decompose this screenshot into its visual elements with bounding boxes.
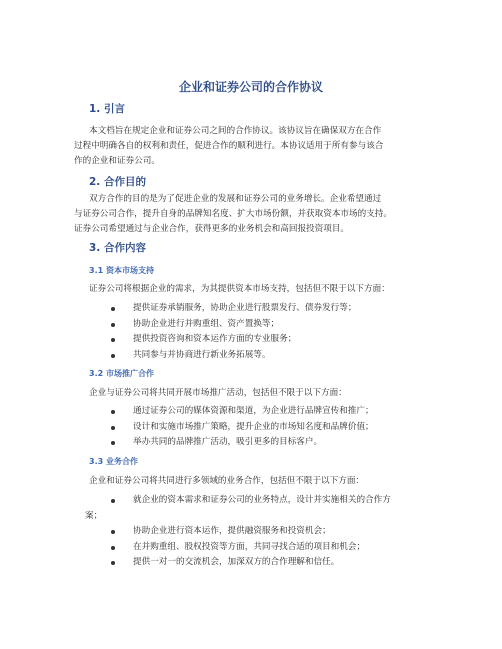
paragraph-line: 本文档旨在规定企业和证券公司之间的合作协议。该协议旨在确保双方在合作 — [89, 126, 382, 136]
subsection-heading-capital: 3.1 资本市场支持 — [89, 266, 154, 275]
list-item: 举办共同的品牌推广活动，吸引更多的目标客户。 — [107, 435, 437, 451]
marketing-intro — [74, 386, 434, 401]
marketing-list — [107, 404, 437, 451]
bullet-icon — [111, 426, 115, 430]
paragraph-line: 企业和证券公司将共同进行多领域的业务合作，包括但不限于以下方面： — [89, 476, 365, 486]
bullet-icon — [111, 354, 115, 358]
bullet-icon — [111, 561, 115, 565]
bullet-icon — [111, 499, 115, 503]
list-item: 提供证券承销服务，协助企业进行股票发行、债券发行等； — [107, 301, 437, 317]
list-item: 设计和实施市场推广策略，提升企业的市场知名度和品牌价值； — [107, 420, 437, 436]
paragraph-line: 双方合作的目的是为了促进企业的发展和证券公司的业务增长。企业希望通过 — [89, 194, 382, 204]
list-item: 协助企业进行并购重组、资产置换等； — [107, 317, 437, 333]
bullet-icon — [111, 323, 115, 327]
bullet-icon — [111, 307, 115, 311]
list-item: 提供一对一的交流机会，加深双方的合作理解和信任。 — [107, 555, 437, 571]
business-intro — [74, 474, 434, 489]
capital-list — [107, 301, 437, 363]
section-heading-content: 3. 合作内容 — [89, 242, 146, 254]
section-heading-purpose: 2. 合作目的 — [89, 176, 146, 188]
list-item: 共同参与并协商进行新业务拓展等。 — [107, 348, 437, 364]
list-item: 在并购重组、股权投资等方面，共同寻找合适的项目和机会； — [107, 540, 437, 556]
bullet-icon — [111, 546, 115, 550]
paragraph-line: 与证券公司合作，提升自身的品牌知名度、扩大市场份额，并获取资本市场的支持。 — [74, 209, 392, 219]
subsection-heading-business: 3.3 业务合作 — [89, 457, 138, 466]
intro-paragraph — [74, 124, 434, 169]
bullet-icon — [111, 441, 115, 445]
bullet-icon — [111, 410, 115, 414]
list-item: 协助企业进行资本运作，提供融资服务和投资机会； — [107, 524, 437, 540]
paragraph-line: 证券公司希望通过与企业合作，获得更多的业务机会和高回报投资项目。 — [74, 224, 350, 234]
paragraph-line: 证券公司将根据企业的需求，为其提供资本市场支持，包括但不限于以下方面： — [89, 284, 390, 294]
paragraph-line: 过程中明确各自的权利和责任，促进合作的顺利进行。本协议适用于所有参与该合 — [74, 141, 384, 151]
capital-intro — [74, 282, 434, 297]
paragraph-line: 企业与证券公司将共同开展市场推广活动，包括但不限于以下方面： — [89, 388, 347, 398]
subsection-heading-marketing: 3.2 市场推广合作 — [89, 369, 154, 378]
paragraph-line: 作的企业和证券公司。 — [74, 156, 160, 166]
business-list — [85, 493, 437, 571]
document-title: 企业和证券公司的合作协议 — [178, 80, 323, 94]
section-heading-intro: 1. 引言 — [89, 103, 125, 115]
bullet-icon — [111, 338, 115, 342]
list-item: 就企业的资本需求和证券公司的业务特点，设计并实施相关的合作方 案； — [85, 495, 391, 521]
bullet-icon — [111, 530, 115, 534]
purpose-paragraph — [74, 192, 434, 237]
list-item: 提供投资咨询和资本运作方面的专业服务； — [107, 332, 437, 348]
list-item: 通过证券公司的媒体资源和渠道，为企业进行品牌宣传和推广； — [107, 404, 437, 420]
